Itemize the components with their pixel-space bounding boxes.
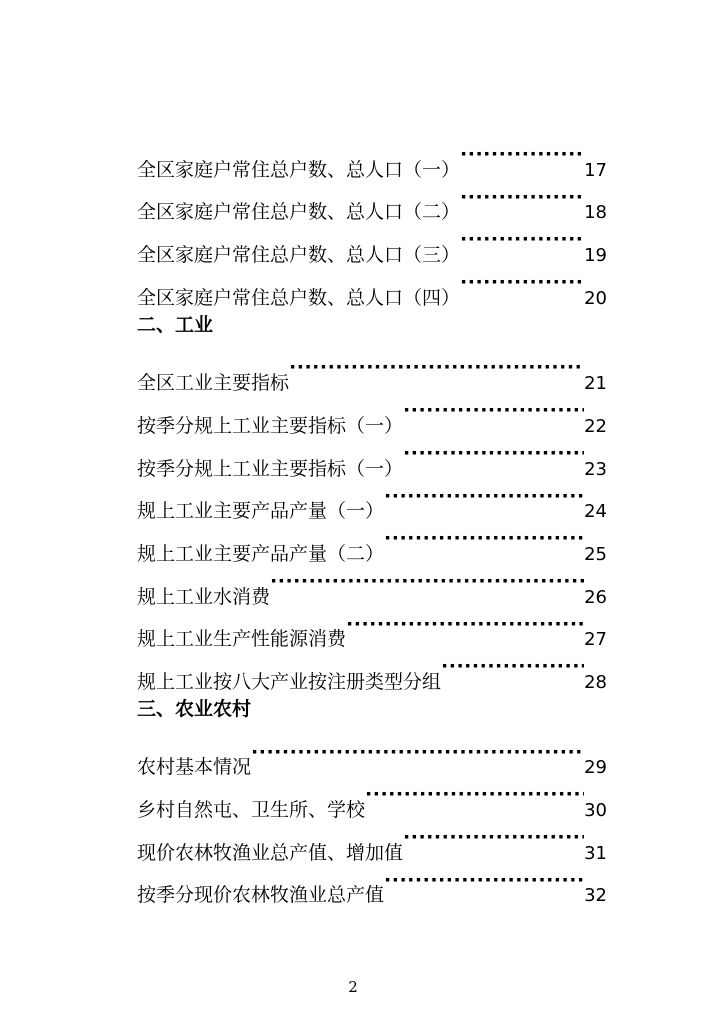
toc-leader-dots (289, 346, 584, 389)
table-of-contents (137, 133, 607, 907)
toc-leader-dots (384, 859, 584, 902)
toc-leader-dots (384, 475, 584, 518)
page-number: 2 (348, 978, 358, 996)
toc-entry-page: 23 (584, 458, 607, 480)
toc-leader-dots (460, 133, 584, 176)
toc-entry-page: 17 (584, 159, 607, 181)
toc-leader-dots (270, 560, 584, 603)
toc-leader-dots (403, 816, 584, 859)
toc-entry-page: 30 (584, 800, 607, 821)
toc-entry-title: 全区工业主要指标 (137, 372, 290, 395)
toc-leader-dots (251, 731, 584, 774)
toc-entry-page: 28 (584, 671, 607, 693)
toc-entry-page: 31 (584, 842, 607, 864)
toc-entry-title: 规上工业主要产品产量（一） (137, 500, 385, 523)
toc-entry-title: 按季分规上工业主要指标（一） (137, 457, 404, 480)
toc-entry-page: 19 (584, 245, 607, 267)
toc-entry-title: 规上工业主要产品产量（二） (137, 542, 385, 565)
toc-entry-title: 全区家庭户常住总户数、总人口（三） (137, 244, 461, 267)
toc-entry-title: 规上工业生产性能源消费 (137, 628, 347, 651)
toc-leader-dots (403, 389, 584, 432)
toc-leader-dots (460, 218, 584, 261)
toc-entry-title: 全区家庭户常住总户数、总人口（二） (137, 201, 461, 224)
toc-leader-dots (460, 176, 584, 219)
toc-entry[interactable] (137, 731, 607, 779)
toc-entry-title: 乡村自然屯、卫生所、学校 (137, 799, 366, 821)
section-heading-industry: 二、工业 (137, 313, 214, 336)
toc-entry-title: 规上工业按八大产业按注册类型分组 (137, 670, 442, 693)
toc-entry-page: 21 (584, 373, 607, 395)
toc-entry-title: 按季分现价农林牧渔业总产值 (137, 884, 385, 907)
toc-entry-page: 27 (584, 629, 607, 651)
toc-leader-dots (365, 773, 584, 816)
toc-entry-title: 规上工业水消费 (137, 585, 271, 608)
toc-entry-page: 26 (584, 586, 607, 608)
toc-leader-dots (403, 432, 584, 475)
toc-entry-page: 24 (584, 501, 607, 523)
toc-leader-dots (441, 645, 584, 688)
toc-entry-title: 全区家庭户常住总户数、总人口（四） (137, 286, 461, 309)
toc-leader-dots (460, 261, 584, 304)
toc-entry-page: 29 (584, 757, 607, 779)
section-heading-agriculture: 三、农业农村 (137, 697, 252, 720)
toc-entry-page: 20 (584, 287, 607, 309)
toc-entry[interactable] (137, 346, 607, 395)
toc-entry-page: 32 (584, 885, 607, 907)
toc-entry[interactable] (137, 133, 607, 181)
toc-entry-title: 现价农林牧渔业总产值、增加值 (137, 841, 404, 864)
toc-entry-page: 25 (584, 543, 607, 565)
toc-entry-title: 农村基本情况 (137, 756, 252, 779)
toc-entry-page: 18 (584, 202, 607, 224)
toc-entry-title: 按季分规上工业主要指标（一） (137, 414, 404, 437)
toc-leader-dots (346, 603, 584, 646)
toc-entry-title: 全区家庭户常住总户数、总人口（一） (137, 158, 461, 181)
toc-leader-dots (384, 517, 584, 560)
toc-entry-page: 22 (584, 415, 607, 437)
